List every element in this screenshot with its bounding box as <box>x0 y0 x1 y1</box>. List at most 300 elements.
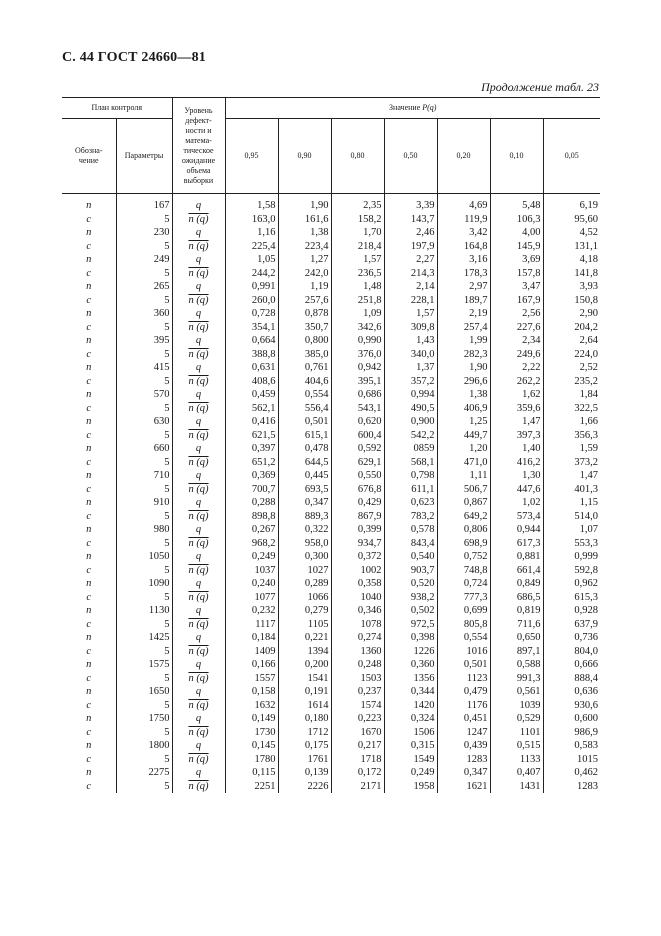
header-p-0-90: 0,90 <box>278 119 331 194</box>
cell-value: 4,69 <box>437 194 490 213</box>
cell-level: q <box>172 685 225 699</box>
cell-value: 3,42 <box>437 226 490 240</box>
cell-value: 0,267 <box>225 523 278 537</box>
cell-value: 0,240 <box>225 577 278 591</box>
cell-value: 748,8 <box>437 564 490 578</box>
cell-value: 1,47 <box>543 469 600 483</box>
cell-value: 0,991 <box>225 280 278 294</box>
cell-value: 1,48 <box>331 280 384 294</box>
cell-value: 1,09 <box>331 307 384 321</box>
cell-value: 4,52 <box>543 226 600 240</box>
cell-level: q <box>172 253 225 267</box>
cell-value: 621,5 <box>225 429 278 443</box>
cell-designation: c <box>86 348 92 360</box>
cell-value: 0,798 <box>384 469 437 483</box>
cell-value: 0,407 <box>490 766 543 780</box>
cell-parameter: 5 <box>116 321 172 335</box>
table-row <box>62 564 600 578</box>
cell-value: 556,4 <box>278 402 331 416</box>
cell-value: 0,736 <box>543 631 600 645</box>
cell-level: n (q) <box>172 510 225 524</box>
cell-value: 262,2 <box>490 375 543 389</box>
header-p-0-05: 0,05 <box>543 119 600 194</box>
cell-value: 0,752 <box>437 550 490 564</box>
cell-value: 1541 <box>278 672 331 686</box>
cell-level: n (q) <box>172 321 225 335</box>
table-body <box>62 194 600 794</box>
cell-value: 0,158 <box>225 685 278 699</box>
page-header: С. 44 ГОСТ 24660—81 <box>62 50 206 65</box>
cell-value: 0,249 <box>384 766 437 780</box>
cell-value: 1,84 <box>543 388 600 402</box>
table-row <box>62 618 600 632</box>
cell-value: 543,1 <box>331 402 384 416</box>
cell-value: 2,52 <box>543 361 600 375</box>
cell-parameter: 910 <box>116 496 172 510</box>
cell-value: 1,15 <box>543 496 600 510</box>
cell-value: 0,600 <box>543 712 600 726</box>
cell-value: 0,279 <box>278 604 331 618</box>
table-row <box>62 280 600 294</box>
header-p-0-10: 0,10 <box>490 119 543 194</box>
cell-value: 163,0 <box>225 213 278 227</box>
cell-parameter: 5 <box>116 456 172 470</box>
cell-designation: c <box>86 429 92 441</box>
cell-value: 1078 <box>331 618 384 632</box>
table-continuation-caption: Продолжение табл. 23 <box>481 80 599 94</box>
cell-value: 356,3 <box>543 429 600 443</box>
table-row <box>62 631 600 645</box>
cell-value: 0,928 <box>543 604 600 618</box>
cell-value: 0,724 <box>437 577 490 591</box>
cell-value: 0,399 <box>331 523 384 537</box>
cell-value: 0,429 <box>331 496 384 510</box>
cell-level: q <box>172 550 225 564</box>
cell-value: 661,4 <box>490 564 543 578</box>
cell-parameter: 5 <box>116 510 172 524</box>
cell-value: 888,4 <box>543 672 600 686</box>
cell-value: 958,0 <box>278 537 331 551</box>
cell-value: 1,62 <box>490 388 543 402</box>
cell-value: 1,40 <box>490 442 543 456</box>
table-row <box>62 483 600 497</box>
cell-value: 257,6 <box>278 294 331 308</box>
cell-value: 1,59 <box>543 442 600 456</box>
cell-parameter: 230 <box>116 226 172 240</box>
cell-designation: c <box>86 321 92 333</box>
table-row <box>62 334 600 348</box>
cell-level: q <box>172 739 225 753</box>
cell-value: 0,561 <box>490 685 543 699</box>
cell-parameter: 5 <box>116 672 172 686</box>
cell-value: 897,1 <box>490 645 543 659</box>
cell-value: 1632 <box>225 699 278 713</box>
cell-designation: n <box>86 389 92 400</box>
cell-level: n (q) <box>172 429 225 443</box>
cell-value: 1283 <box>437 753 490 767</box>
cell-value: 214,3 <box>384 267 437 281</box>
cell-value: 385,0 <box>278 348 331 362</box>
cell-value: 1549 <box>384 753 437 767</box>
cell-value: 693,5 <box>278 483 331 497</box>
header-plan: План контроля <box>62 98 172 119</box>
table-row <box>62 591 600 605</box>
cell-designation: n <box>86 713 92 724</box>
cell-parameter: 5 <box>116 537 172 551</box>
cell-value: 1,66 <box>543 415 600 429</box>
cell-value: 447,6 <box>490 483 543 497</box>
cell-value: 1718 <box>331 753 384 767</box>
cell-value: 350,7 <box>278 321 331 335</box>
cell-designation: n <box>86 632 92 643</box>
cell-value: 1105 <box>278 618 331 632</box>
cell-parameter: 5 <box>116 753 172 767</box>
cell-value: 0859 <box>384 442 437 456</box>
cell-value: 0,232 <box>225 604 278 618</box>
cell-parameter: 1090 <box>116 577 172 591</box>
cell-value: 0,346 <box>331 604 384 618</box>
cell-value: 164,8 <box>437 240 490 254</box>
cell-value: 4,00 <box>490 226 543 240</box>
cell-value: 686,5 <box>490 591 543 605</box>
cell-value: 986,9 <box>543 726 600 740</box>
cell-level: n (q) <box>172 537 225 551</box>
cell-value: 700,7 <box>225 483 278 497</box>
cell-value: 3,16 <box>437 253 490 267</box>
cell-value: 4,18 <box>543 253 600 267</box>
cell-value: 1,57 <box>331 253 384 267</box>
cell-designation: c <box>86 618 92 630</box>
cell-level: q <box>172 496 225 510</box>
cell-parameter: 5 <box>116 780 172 794</box>
cell-value: 0,324 <box>384 712 437 726</box>
cell-value: 1039 <box>490 699 543 713</box>
cell-value: 1761 <box>278 753 331 767</box>
cell-designation: n <box>86 281 92 292</box>
cell-value: 0,288 <box>225 496 278 510</box>
cell-value: 395,1 <box>331 375 384 389</box>
table-header-row-group <box>62 98 600 119</box>
cell-value: 0,372 <box>331 550 384 564</box>
cell-parameter: 1750 <box>116 712 172 726</box>
cell-value: 2,46 <box>384 226 437 240</box>
table-row <box>62 375 600 389</box>
cell-value: 1,70 <box>331 226 384 240</box>
cell-value: 0,145 <box>225 739 278 753</box>
cell-value: 388,8 <box>225 348 278 362</box>
cell-value: 1,07 <box>543 523 600 537</box>
cell-level: n (q) <box>172 402 225 416</box>
cell-value: 227,6 <box>490 321 543 335</box>
cell-designation: n <box>86 443 92 454</box>
table-row <box>62 577 600 591</box>
cell-value: 0,397 <box>225 442 278 456</box>
header-p-0-95: 0,95 <box>225 119 278 194</box>
cell-value: 373,2 <box>543 456 600 470</box>
cell-value: 2,56 <box>490 307 543 321</box>
cell-value: 0,592 <box>331 442 384 456</box>
cell-value: 189,7 <box>437 294 490 308</box>
cell-level: n (q) <box>172 753 225 767</box>
cell-value: 1356 <box>384 672 437 686</box>
cell-value: 141,8 <box>543 267 600 281</box>
cell-value: 1040 <box>331 591 384 605</box>
cell-parameter: 415 <box>116 361 172 375</box>
cell-value: 296,6 <box>437 375 490 389</box>
cell-value: 1027 <box>278 564 331 578</box>
cell-level: q <box>172 523 225 537</box>
cell-level: n (q) <box>172 240 225 254</box>
cell-value: 783,2 <box>384 510 437 524</box>
cell-value: 449,7 <box>437 429 490 443</box>
table-row <box>62 550 600 564</box>
cell-value: 408,6 <box>225 375 278 389</box>
cell-value: 249,6 <box>490 348 543 362</box>
cell-value: 1431 <box>490 780 543 794</box>
cell-value: 0,184 <box>225 631 278 645</box>
cell-value: 0,881 <box>490 550 543 564</box>
cell-value: 938,2 <box>384 591 437 605</box>
cell-level: n (q) <box>172 456 225 470</box>
cell-value: 143,7 <box>384 213 437 227</box>
cell-level: n (q) <box>172 564 225 578</box>
cell-value: 1176 <box>437 699 490 713</box>
cell-value: 1,38 <box>437 388 490 402</box>
cell-value: 0,249 <box>225 550 278 564</box>
cell-value: 514,0 <box>543 510 600 524</box>
cell-value: 1360 <box>331 645 384 659</box>
cell-value: 158,2 <box>331 213 384 227</box>
cell-value: 1,16 <box>225 226 278 240</box>
cell-level: q <box>172 442 225 456</box>
table-row <box>62 267 600 281</box>
cell-value: 1066 <box>278 591 331 605</box>
cell-level: n (q) <box>172 780 225 794</box>
cell-value: 649,2 <box>437 510 490 524</box>
cell-value: 0,347 <box>437 766 490 780</box>
cell-value: 0,459 <box>225 388 278 402</box>
cell-value: 1101 <box>490 726 543 740</box>
cell-value: 1394 <box>278 645 331 659</box>
cell-parameter: 395 <box>116 334 172 348</box>
cell-value: 354,1 <box>225 321 278 335</box>
cell-value: 397,3 <box>490 429 543 443</box>
cell-value: 376,0 <box>331 348 384 362</box>
cell-value: 0,878 <box>278 307 331 321</box>
cell-designation: n <box>86 470 92 481</box>
table-row <box>62 672 600 686</box>
cell-value: 1614 <box>278 699 331 713</box>
cell-value: 0,445 <box>278 469 331 483</box>
cell-value: 0,806 <box>437 523 490 537</box>
cell-value: 224,0 <box>543 348 600 362</box>
cell-value: 1574 <box>331 699 384 713</box>
cell-designation: c <box>86 294 92 306</box>
cell-level: n (q) <box>172 726 225 740</box>
cell-level: q <box>172 388 225 402</box>
cell-value: 0,520 <box>384 577 437 591</box>
cell-value: 0,315 <box>384 739 437 753</box>
cell-value: 490,5 <box>384 402 437 416</box>
cell-value: 0,416 <box>225 415 278 429</box>
cell-level: q <box>172 712 225 726</box>
cell-level: q <box>172 226 225 240</box>
cell-level: q <box>172 415 225 429</box>
cell-value: 257,4 <box>437 321 490 335</box>
table-row <box>62 307 600 321</box>
cell-level: n (q) <box>172 591 225 605</box>
cell-value: 0,962 <box>543 577 600 591</box>
cell-value: 0,944 <box>490 523 543 537</box>
header-designation: Обозна- чение <box>62 119 116 194</box>
cell-value: 611,1 <box>384 483 437 497</box>
header-p-0-20: 0,20 <box>437 119 490 194</box>
cell-value: 1420 <box>384 699 437 713</box>
cell-value: 0,289 <box>278 577 331 591</box>
cell-level: n (q) <box>172 672 225 686</box>
cell-parameter: 360 <box>116 307 172 321</box>
cell-value: 0,994 <box>384 388 437 402</box>
cell-value: 0,578 <box>384 523 437 537</box>
cell-value: 1557 <box>225 672 278 686</box>
cell-parameter: 5 <box>116 591 172 605</box>
cell-value: 930,6 <box>543 699 600 713</box>
cell-parameter: 1425 <box>116 631 172 645</box>
cell-value: 0,344 <box>384 685 437 699</box>
table-row <box>62 699 600 713</box>
cell-value: 157,8 <box>490 267 543 281</box>
cell-level: q <box>172 766 225 780</box>
cell-designation: c <box>86 510 92 522</box>
cell-value: 0,900 <box>384 415 437 429</box>
cell-value: 889,3 <box>278 510 331 524</box>
table-row <box>62 766 600 780</box>
cell-value: 651,2 <box>225 456 278 470</box>
cell-value: 1780 <box>225 753 278 767</box>
cell-level: q <box>172 658 225 672</box>
cell-value: 145,9 <box>490 240 543 254</box>
cell-designation: n <box>86 308 92 319</box>
cell-value: 251,8 <box>331 294 384 308</box>
header-parameters: Параметры <box>116 119 172 194</box>
cell-value: 0,686 <box>331 388 384 402</box>
cell-value: 0,728 <box>225 307 278 321</box>
cell-designation: n <box>86 200 92 211</box>
cell-value: 5,48 <box>490 194 543 213</box>
table-row <box>62 321 600 335</box>
header-value-symbol: P(q) <box>422 103 437 112</box>
cell-value: 178,3 <box>437 267 490 281</box>
cell-value: 0,115 <box>225 766 278 780</box>
cell-value: 0,180 <box>278 712 331 726</box>
cell-value: 471,0 <box>437 456 490 470</box>
cell-value: 340,0 <box>384 348 437 362</box>
cell-value: 676,8 <box>331 483 384 497</box>
cell-value: 197,9 <box>384 240 437 254</box>
cell-value: 0,942 <box>331 361 384 375</box>
cell-value: 0,191 <box>278 685 331 699</box>
cell-value: 934,7 <box>331 537 384 551</box>
cell-designation: c <box>86 564 92 576</box>
table-row <box>62 685 600 699</box>
cell-parameter: 5 <box>116 402 172 416</box>
cell-value: 2171 <box>331 780 384 794</box>
cell-parameter: 5 <box>116 564 172 578</box>
cell-level: q <box>172 334 225 348</box>
cell-value: 0,554 <box>278 388 331 402</box>
header-value-label: Значение <box>389 103 423 112</box>
cell-value: 0,666 <box>543 658 600 672</box>
cell-value: 282,3 <box>437 348 490 362</box>
cell-value: 0,200 <box>278 658 331 672</box>
cell-value: 1283 <box>543 780 600 794</box>
cell-value: 805,8 <box>437 618 490 632</box>
cell-value: 119,9 <box>437 213 490 227</box>
cell-parameter: 1650 <box>116 685 172 699</box>
cell-value: 777,3 <box>437 591 490 605</box>
cell-value: 131,1 <box>543 240 600 254</box>
cell-designation: c <box>86 591 92 603</box>
cell-parameter: 980 <box>116 523 172 537</box>
cell-value: 1,37 <box>384 361 437 375</box>
cell-value: 898,8 <box>225 510 278 524</box>
cell-value: 0,761 <box>278 361 331 375</box>
cell-value: 1,90 <box>437 361 490 375</box>
cell-value: 0,540 <box>384 550 437 564</box>
table-row <box>62 361 600 375</box>
table-row <box>62 645 600 659</box>
cell-value: 1730 <box>225 726 278 740</box>
cell-value: 342,6 <box>331 321 384 335</box>
table-row <box>62 753 600 767</box>
cell-value: 0,819 <box>490 604 543 618</box>
cell-value: 0,999 <box>543 550 600 564</box>
cell-value: 1123 <box>437 672 490 686</box>
cell-value: 0,398 <box>384 631 437 645</box>
cell-value: 2,97 <box>437 280 490 294</box>
cell-level: q <box>172 631 225 645</box>
cell-level: q <box>172 361 225 375</box>
table-row <box>62 658 600 672</box>
cell-value: 804,0 <box>543 645 600 659</box>
cell-value: 568,1 <box>384 456 437 470</box>
cell-value: 1,99 <box>437 334 490 348</box>
cell-value: 2251 <box>225 780 278 794</box>
cell-parameter: 5 <box>116 213 172 227</box>
cell-value: 322,5 <box>543 402 600 416</box>
cell-value: 972,5 <box>384 618 437 632</box>
cell-designation: c <box>86 726 92 738</box>
cell-value: 3,69 <box>490 253 543 267</box>
cell-level: n (q) <box>172 699 225 713</box>
cell-designation: c <box>86 645 92 657</box>
cell-designation: n <box>86 524 92 535</box>
cell-parameter: 5 <box>116 483 172 497</box>
cell-parameter: 5 <box>116 240 172 254</box>
cell-value: 1,43 <box>384 334 437 348</box>
table-row <box>62 402 600 416</box>
cell-parameter: 1130 <box>116 604 172 618</box>
table-row <box>62 415 600 429</box>
cell-designation: c <box>86 402 92 414</box>
cell-designation: c <box>86 456 92 468</box>
table-row <box>62 253 600 267</box>
cell-value: 228,1 <box>384 294 437 308</box>
cell-designation: n <box>86 335 92 346</box>
cell-value: 600,4 <box>331 429 384 443</box>
cell-value: 644,5 <box>278 456 331 470</box>
table-row <box>62 456 600 470</box>
